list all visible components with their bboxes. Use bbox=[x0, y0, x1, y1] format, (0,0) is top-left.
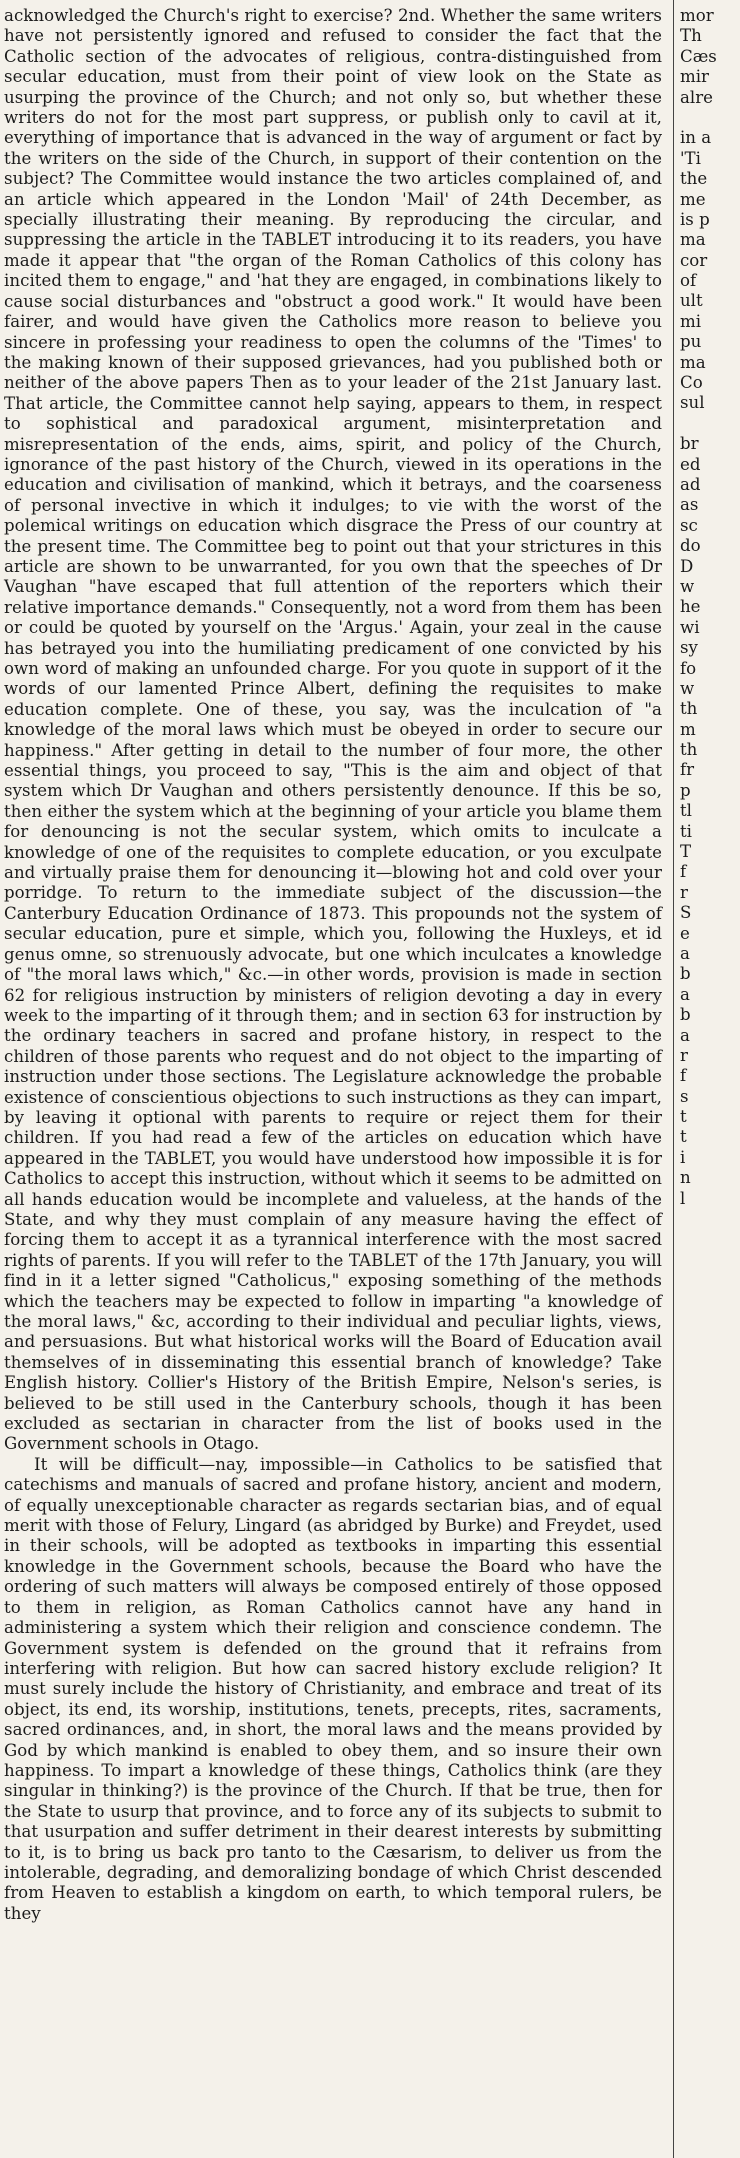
adjacent-column-fragment-line: n bbox=[680, 1168, 691, 1188]
adjacent-column-fragment-line: ed bbox=[680, 454, 701, 474]
adjacent-column-fragment-line: T bbox=[680, 842, 692, 862]
adjacent-column-fragment-line: l bbox=[680, 1188, 686, 1208]
adjacent-column-fragment-line: pu bbox=[680, 332, 702, 352]
adjacent-column-fragment-line: w bbox=[680, 678, 695, 698]
adjacent-column-fragment-line: fr bbox=[680, 760, 695, 780]
article-column bbox=[4, 6, 662, 1924]
adjacent-column-fragment-line: sc bbox=[680, 515, 698, 535]
adjacent-column-fragment-line: ad bbox=[680, 474, 701, 494]
adjacent-column-fragment-line: sy bbox=[680, 638, 698, 658]
adjacent-column-fragment-line: of bbox=[680, 271, 697, 291]
adjacent-column-fragment-line: ma bbox=[680, 352, 706, 372]
adjacent-column-fragment-line: tl bbox=[680, 801, 692, 821]
adjacent-column-fragment-line: a bbox=[680, 943, 690, 963]
adjacent-column-fragment-line: wi bbox=[680, 617, 700, 637]
adjacent-column-fragment-line: S bbox=[680, 903, 692, 923]
adjacent-column-fragment-line: w bbox=[680, 576, 695, 596]
adjacent-column-fragment-line: mi bbox=[680, 311, 702, 331]
adjacent-column-fragment-line: a bbox=[680, 1025, 690, 1045]
adjacent-column-fragment-line: 'Ti bbox=[680, 148, 701, 168]
adjacent-column-fragment-line: ti bbox=[680, 821, 692, 841]
adjacent-column-fragment-line: t bbox=[680, 1127, 687, 1147]
adjacent-column-fragment-line: f bbox=[680, 1066, 687, 1086]
adjacent-column-fragment-line: Co bbox=[680, 373, 703, 393]
adjacent-column-fragment-line: t bbox=[680, 1107, 687, 1127]
adjacent-column-fragment-line: as bbox=[680, 495, 699, 515]
adjacent-column-fragment-line: a bbox=[680, 984, 690, 1004]
article-paragraph: It will be difficult—nay, impossible—in Catholics to be satisfied that catechisms and manuals of sacred and profane history, ancient and modern, of equally unexceptionable character as regards sectarian bias, and of equal merit with those of Felury, Lingard (as abridged by Burke) and Freydet, used in their schools, will be adopted as textbooks in imparting this essential knowledge in the Government schools, because the Board who have the ordering of such matters will always be composed entirely of those opposed to them in religion, as Roman Catholics cannot have any hand in administering a system which their religion and conscience condemn. The Government system is defended on the ground that it refrains from interfering with religion. But how can sacred history exclude religion? It must surely include the history of Christianity, and embrace and treat of its object, its end, its worship, institutions, tenets, precepts, rites, sacraments, sacred ordinances, and, in short, the moral laws and the means provided by God by which mankind is enabled to obey them, and so insure their own happiness. To impart a knowledge of these things, Catholics think (are they singular in thinking?) is the province of the Church. If that be true, then for the State to usurp that province, and to force any of its subjects to submit to that usurpation and suffer detriment in their dearest interests by submitting to it, is to bring us back pro tanto to the Cæsarism, to deliver us from the intolerable, degrading, and demoralizing bondage of which Christ descended from Heaven to establish a kingdom on earth, to which temporal rulers, be they bbox=[4, 1454, 662, 1923]
adjacent-column-fragment-line: i bbox=[680, 1147, 686, 1167]
adjacent-column-fragment bbox=[680, 6, 740, 1209]
article-paragraph: acknowledged the Church's right to exercise? 2nd. Whether the same writers have not persistently ignored and refused to consider the fact that the Catholic section of the advocates of religious, contra-distinguished from secular education, must from their point of view look on the State as usurping the province of the Church; and not only so, but whether these writers do not for the most part suppress, or publish only to cavil at it, everything of importance that is advanced in the way of argument or fact by the writers on the side of the Church, in support of their contention on the subject? The Committee would instance the two articles complained of, and an article which appeared in the London 'Mail' of 24th December, as specially illustrating their meaning. By reproducing the circular, and suppressing the article in the TABLET introducing it to its readers, you have made it appear that "the organ of the Roman Catholics of this colony has incited them to engage," and 'hat they are engaged, in combinations likely to cause social disturbances and "obstruct a good work." It would have been fairer, and would have given the Catholics more reason to believe you sincere in professing your readiness to open the columns of the 'Times' to the making known of their supposed grievances, had you published both or neither of the above papers Then as to your leader of the 21st January last. That article, the Committee cannot help saying, appears to them, in respect to sophistical and paradoxical argument, misinterpretation and misrepresentation of the ends, aims, spirit, and policy of the Church, ignorance of the past history of the Church, viewed in its operations in the education and civilisation of mankind, which it betrays, and the coarseness of personal invective in which it indulges; to vie with the worst of the polemical writings on education which disgrace the Press of our country at the present time. The Committee beg to point out that your strictures in this article are shown to be unwarranted, for you own that the speeches of Dr Vaughan "have escaped that full attention of the reporters which their relative importance demands." Consequently, not a word from them has been or could be quoted by yourself on the 'Argus.' Again, your zeal in the cause has betrayed you into the humiliating predicament of one convicted by his own word of making an unfounded charge. For you quote in support of it the words of our lamented Prince Albert, defining the requisites to make education complete. One of these, you say, was the inculcation of "a knowledge of the moral laws which must be obeyed in order to secure our happiness." After getting in detail to the number of four more, the other essential things, you proceed to say, "This is the aim and object of that system which Dr Vaughan and others persistently denounce. If this be so, then either the system which at the beginning of your article you blame them for denouncing is not the secular system, which omits to inculcate a knowledge of one of the requisites to complete education, or you exculpate and virtually praise them for denouncing it—blowing hot and cold over your porridge. To return to the immediate subject of the discussion—the Canterbury Education Ordinance of 1873. This propounds not the system of secular education, pure et simple, which you, following the Huxleys, et id genus omne, so strenuously advocate, but one which inculcates a knowledge of "the moral laws which," &c.—in other words, provision is made in section 62 for religious instruction by ministers of religion devoting a day in every week to the imparting of it through them; and in section 63 for instruction by the ordinary teachers in sacred and profane history, in respect to the children of those parents who request and do not object to the imparting of instruction under those sections. The Legislature acknowledge the probable existence of conscientious objections to such instructions as they can impart, by leaving it optional with parents to require or reject them for their children. If you had read a few of the articles on education which have appeared in the TABLET, you would have understood how impossible it is for Catholics to accept this instruction, without which it seems to be admitted on all hands education would be incomplete and valueless, at the hands of the State, and why they must complain of any measure having the effect of forcing them to accept it as a tyrannical interference with the most sacred rights of parents. If you will refer to the TABLET of the 17th January, you will find in it a letter signed "Catholicus," exposing something of the methods which the teachers may be expected to follow in imparting "a knowledge of the moral laws," &c, according to their individual and peculiar lights, views, and persuasions. But what historical works will the Board of Education avail themselves of in disseminating this essential branch of knowledge? Take English history. Collier's History of the British Empire, Nelson's series, is believed to be still used in the Canterbury schools, though it has been excluded as sectarian in character from the list of books used in the Government schools in Otago. bbox=[4, 6, 662, 1454]
adjacent-column-fragment-line bbox=[680, 414, 740, 434]
adjacent-column-fragment-line: r bbox=[680, 882, 688, 902]
adjacent-column-fragment-line: do bbox=[680, 536, 701, 556]
adjacent-column-fragment-line: mir bbox=[680, 67, 709, 87]
adjacent-column-fragment-line: p bbox=[680, 780, 691, 800]
adjacent-column-fragment-line: ma bbox=[680, 230, 706, 250]
adjacent-column-fragment-line: alre bbox=[680, 87, 713, 107]
adjacent-column-fragment-line: f bbox=[680, 862, 687, 882]
adjacent-column-fragment-line: the bbox=[680, 169, 708, 189]
adjacent-column-fragment-line: r bbox=[680, 1045, 688, 1065]
adjacent-column-fragment-line: s bbox=[680, 1086, 689, 1106]
adjacent-column-fragment-line: is p bbox=[680, 209, 710, 229]
adjacent-column-fragment-line: D bbox=[680, 556, 694, 576]
adjacent-column-fragment-line: cor bbox=[680, 250, 708, 270]
adjacent-column-fragment-line: th bbox=[680, 740, 698, 760]
adjacent-column-fragment-line: me bbox=[680, 189, 706, 209]
adjacent-column-fragment-line: mor bbox=[680, 6, 714, 25]
adjacent-column-fragment-line: Th bbox=[680, 26, 702, 46]
adjacent-column-fragment-line: in a bbox=[680, 128, 712, 148]
column-divider bbox=[673, 0, 674, 2158]
adjacent-column-fragment-line bbox=[680, 108, 740, 128]
adjacent-column-fragment-line: m bbox=[680, 719, 696, 739]
adjacent-column-fragment-line: sul bbox=[680, 393, 705, 413]
adjacent-column-fragment-line: Cæs bbox=[680, 46, 717, 66]
adjacent-column-fragment-line: fo bbox=[680, 658, 697, 678]
adjacent-column-fragment-line: e bbox=[680, 923, 690, 943]
adjacent-column-fragment-line: th bbox=[680, 699, 698, 719]
adjacent-column-fragment-line: br bbox=[680, 434, 699, 454]
adjacent-column-fragment-line: ult bbox=[680, 291, 703, 311]
adjacent-column-fragment-line: b bbox=[680, 1005, 691, 1025]
adjacent-column-fragment-line: b bbox=[680, 964, 691, 984]
adjacent-column-fragment-line: he bbox=[680, 597, 701, 617]
